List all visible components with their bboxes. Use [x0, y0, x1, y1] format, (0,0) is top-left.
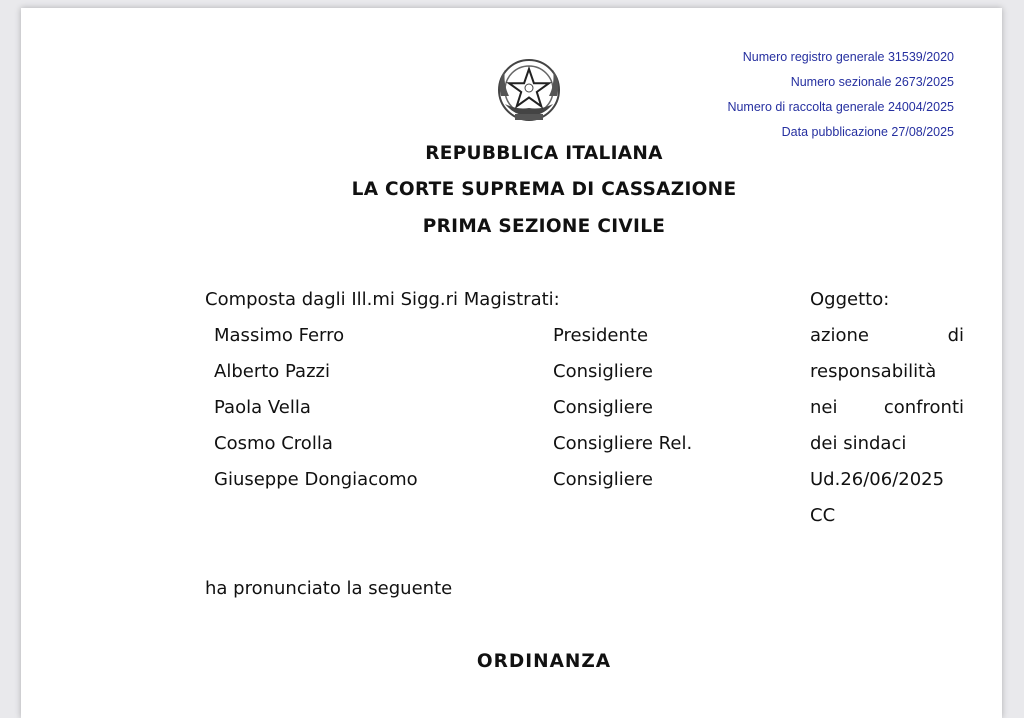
- subject-line: dei sindaci: [810, 433, 907, 454]
- subject-line: nei confronti: [810, 397, 964, 418]
- subject-line: responsabilità: [810, 361, 937, 382]
- hearing-date: Ud.26/06/2025: [810, 469, 945, 490]
- panel-intro: Composta dagli Ill.mi Sigg.ri Magistrati:: [205, 289, 560, 310]
- member-role: Presidente: [553, 325, 649, 346]
- publication-date: Data pubblicazione 27/08/2025: [781, 125, 954, 139]
- section-title: PRIMA SEZIONE CIVILE: [422, 216, 666, 237]
- member-name: Cosmo Crolla: [214, 433, 333, 454]
- section-number: Numero sezionale 2673/2025: [790, 75, 954, 89]
- subject-line: azione di: [810, 325, 964, 346]
- subject-label: Oggetto:: [810, 289, 890, 310]
- member-name: Alberto Pazzi: [214, 361, 330, 382]
- member-role: Consigliere Rel.: [553, 433, 693, 454]
- document-type-title: ORDINANZA: [476, 651, 612, 672]
- member-name: Giuseppe Dongiacomo: [214, 469, 418, 490]
- court-title: LA CORTE SUPREMA DI CASSAZIONE: [351, 179, 737, 200]
- collection-number: Numero di raccolta generale 24004/2025: [727, 100, 954, 114]
- member-role: Consigliere: [553, 361, 653, 382]
- member-name: Massimo Ferro: [214, 325, 345, 346]
- member-role: Consigliere: [553, 397, 653, 418]
- italian-republic-emblem-icon: [491, 52, 567, 128]
- pronouncement-text: ha pronunciato la seguente: [205, 578, 453, 599]
- registry-number: Numero registro generale 31539/2020: [742, 50, 954, 64]
- document-page: [21, 8, 1002, 718]
- republic-title: REPUBBLICA ITALIANA: [425, 143, 663, 164]
- member-name: Paola Vella: [214, 397, 311, 418]
- member-role: Consigliere: [553, 469, 653, 490]
- registry-metadata: [727, 45, 954, 145]
- chamber-code: CC: [810, 505, 836, 526]
